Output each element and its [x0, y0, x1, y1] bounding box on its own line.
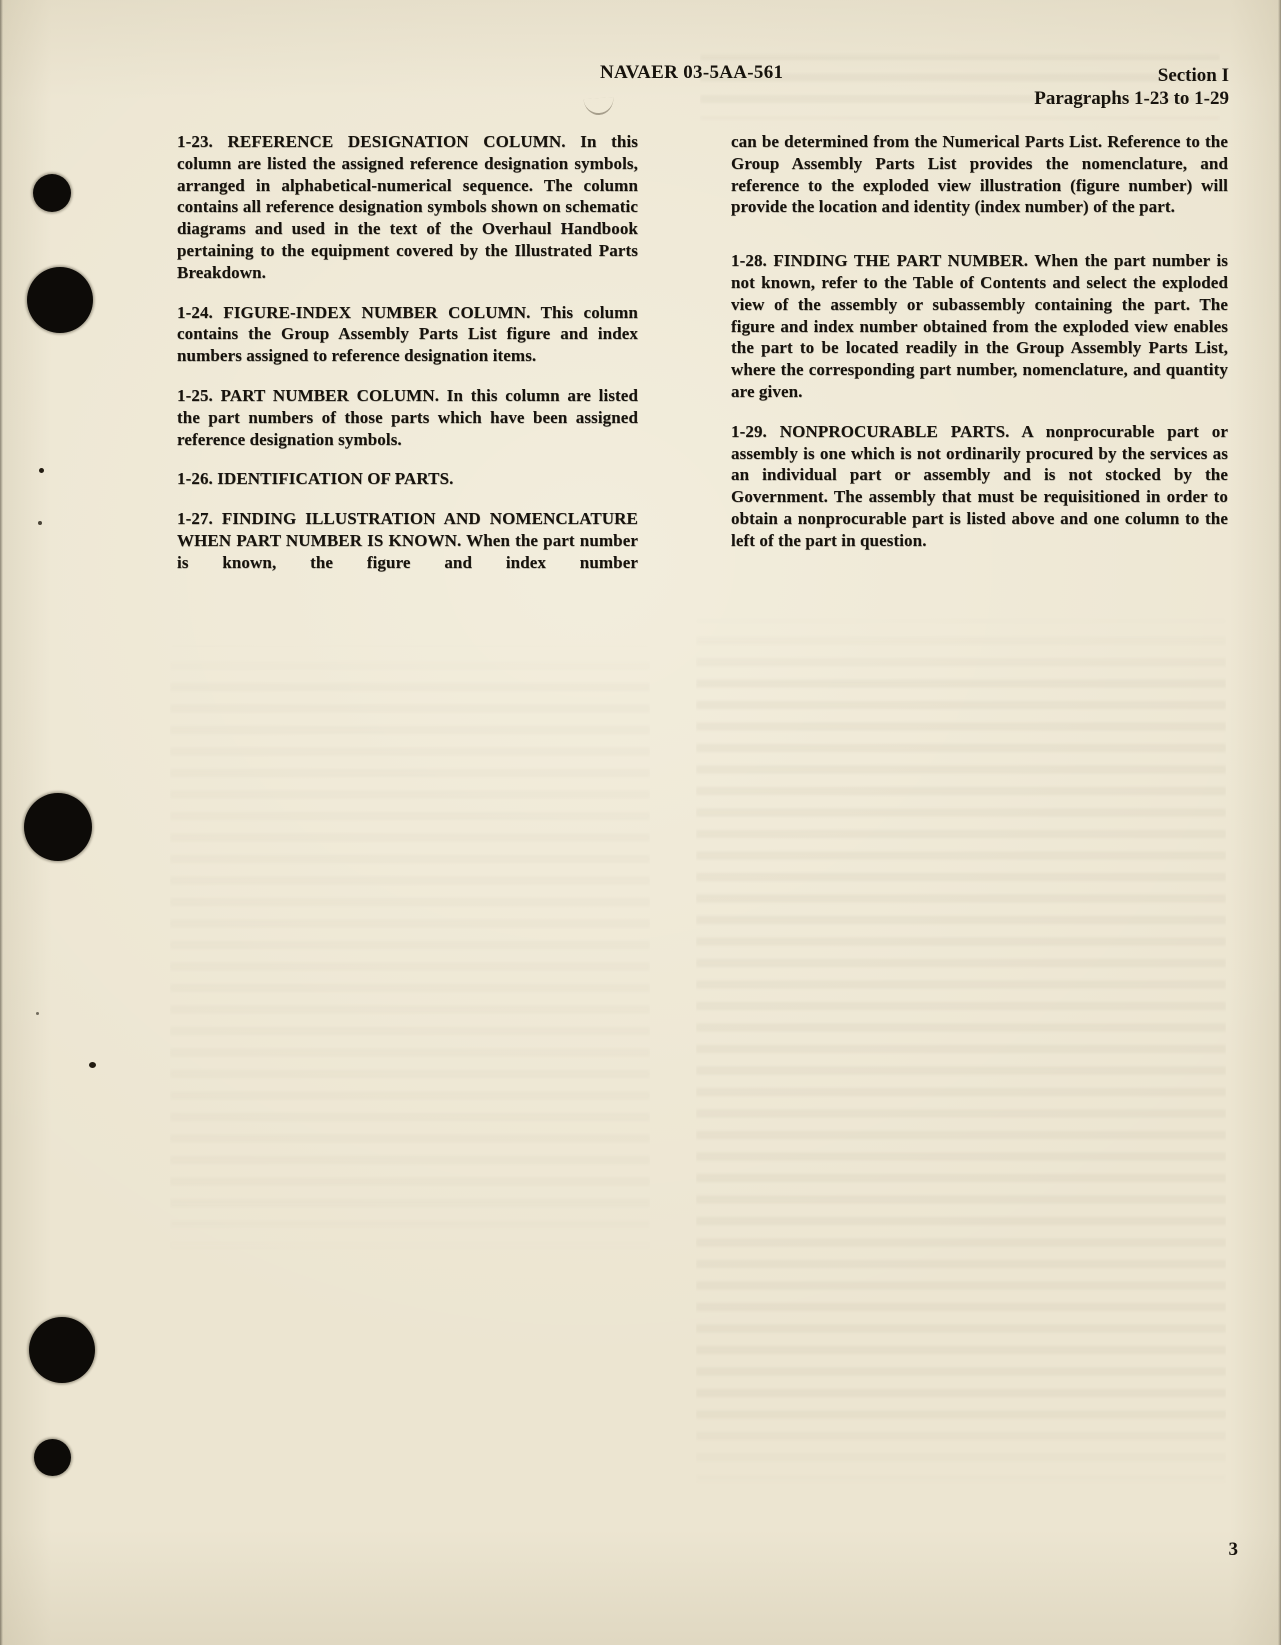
- paragraph-1-27: 1-27. FINDING ILLUSTRATION AND NOMENCLATURE WHEN PART NUMBER IS KNOWN. When the part number is known, the figure and index number: [177, 509, 638, 572]
- doc-number: NAVAER 03-5AA-561: [600, 62, 784, 83]
- paragraph-1-24: 1-24. FIGURE-INDEX NUMBER COLUMN. This column contains the Group Assembly Parts List figure and index numbers assigned to reference designation items.: [177, 302, 638, 366]
- punch-hole: [29, 1317, 95, 1383]
- punch-hole: [33, 174, 71, 212]
- ink-speck: [38, 521, 42, 525]
- paragraph-range: Paragraphs 1-23 to 1-29: [1034, 88, 1229, 109]
- bleed-through-texture: [696, 615, 1226, 1495]
- paragraph-1-29: 1-29. NONPROCURABLE PARTS. A nonprocurable part or assembly is one which is not ordinarily procured by the services as an individual part or assembly and is not stocked by the Government. The assembly that must be requisitioned in order to obtain a nonprocurable part is listed above and one column to the left of the part in question.: [731, 421, 1228, 550]
- punch-hole: [27, 267, 93, 333]
- punch-hole: [24, 793, 92, 861]
- punch-hole: [34, 1439, 71, 1476]
- paragraph-1-27-continued: can be determined from the Numerical Parts List. Reference to the Group Assembly Parts List provides the nomenclature, and reference to the exploded view illustration (figure number) will provide the location and identity (index number) of the part.: [731, 132, 1228, 217]
- page-number: 3: [1228, 1539, 1238, 1560]
- ink-speck: [36, 1012, 39, 1015]
- paragraph-1-26: 1-26. IDENTIFICATION OF PARTS.: [177, 469, 454, 489]
- scan-edge-shadow-left: [0, 0, 3, 1645]
- page-header-right: [931, 64, 1229, 110]
- section-label: Section I: [1157, 65, 1229, 86]
- right-column: [731, 131, 1228, 570]
- bleed-through-texture: [170, 640, 650, 1260]
- ink-speck: [39, 468, 44, 473]
- paragraph-1-25: 1-25. PART NUMBER COLUMN. In this column are listed the part numbers of those parts which have been assigned reference designation symbols.: [177, 385, 638, 449]
- paragraph-1-23: 1-23. REFERENCE DESIGNATION COLUMN. In this column are listed the assigned reference designation symbols, arranged in alphabetical-numerical sequence. The column contains all reference designation symbols shown on schematic diagrams and used in the text of the Overhaul Handbook pertaining to the equipment covered by the Illustrated Parts Breakdown.: [177, 132, 638, 282]
- paragraph-1-28: 1-28. FINDING THE PART NUMBER. When the part number is not known, refer to the Table of Contents and select the exploded view of the assembly or subassembly containing the part. The figure and index number obtained from the exploded view enables the part to be located readily in the Group Assembly Parts List, where the corresponding part number, nomenclature, and quantity are given.: [731, 251, 1228, 401]
- left-column: [177, 131, 638, 592]
- pen-mark: [583, 97, 614, 116]
- ink-speck: [89, 1062, 96, 1068]
